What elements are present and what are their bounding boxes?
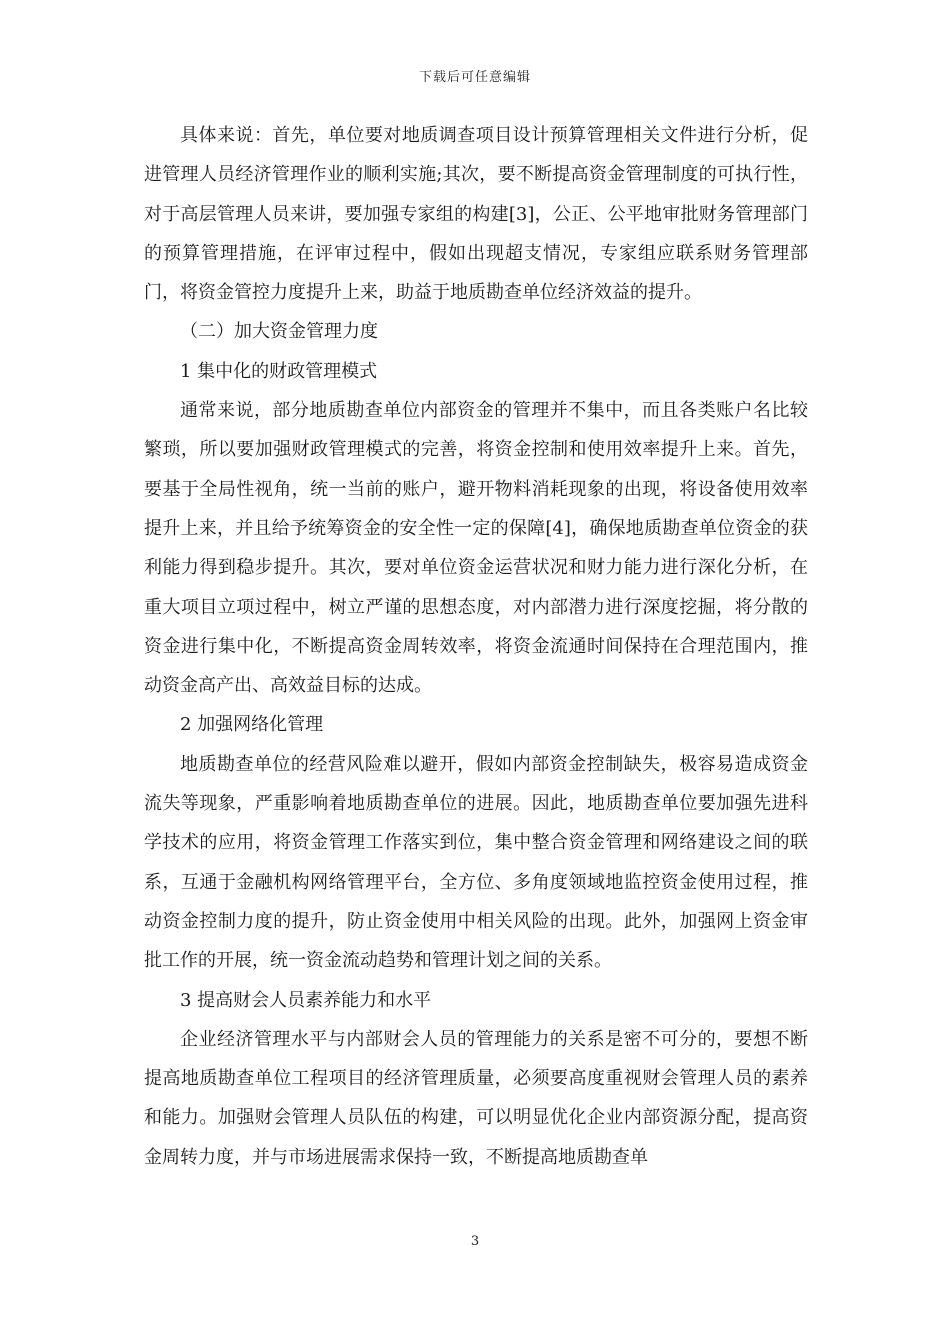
page-number: 3 [470, 1234, 480, 1249]
subheading-centralized-finance: 1 集中化的财政管理模式 [180, 360, 378, 382]
subheading-accounting-staff: 3 提高财会人员素养能力和水平 [180, 989, 432, 1011]
paragraph-budget-management: 具体来说：首先，单位要对地质调查项目设计预算管理相关文件进行分析，促进管理人员经济管理作业的顺利实施;其次，要不断提高资金管理制度的可执行性，对于高层管理人员来讲，要加强专家组的构建[3]，公正、公平地审批财务管理部门的预算管理措施，在评审过程中，假如出现超支情况，专家组应联系财务管理部门，将资金管控力度提升上来，助益于地质勘查单位经济效益的提升。 [144, 125, 808, 304]
paragraph-network-management: 地质勘查单位的经营风险难以避开，假如内部资金控制缺失，极容易造成资金流失等现象，严重影响着地质勘查单位的进展。因此，地质勘查单位要加强先进科学技术的应用，将资金管理工作落实到位，集中整合资金管理和网络建设之间的联系，互通于金融机构网络管理平台，全方位、多角度领域地监控资金使用过程，推动资金控制力度的提升，防止资金使用中相关风险的出现。此外，加强网上资金审批工作的开展，统一资金流动趋势和管理计划之间的关系。 [144, 753, 808, 972]
page-header: 下载后可任意编辑 [418, 70, 531, 85]
section-heading-fund-management: （二）加大资金管理力度 [180, 321, 378, 343]
paragraph-accounting-staff: 企业经济管理水平与内部财会人员的管理能力的关系是密不可分的，要想不断提高地质勘查单位工程项目的经济管理质量，必须要高度重视财会管理人员的素养和能力。加强财会管理人员队伍的构建，可以明显优化企业内部资源分配，提高资金周转力度，并与市场进展需求保持一致，不断提高地质勘查单 [144, 1028, 808, 1168]
subheading-network-management: 2 加强网络化管理 [180, 714, 324, 736]
paragraph-centralized-finance: 通常来说，部分地质勘查单位内部资金的管理并不集中，而且各类账户名比较繁琐，所以要加强财政管理模式的完善，将资金控制和使用效率提升上来。首先，要基于全局性视角，统一当前的账户，避开物料消耗现象的出现，将设备使用效率提升上来，并且给予统筹资金的安全性一定的保障[4]，确保地质勘查单位资金的获利能力得到稳步提升。其次，要对单位资金运营状况和财力能力进行深化分析，在重大项目立项过程中，树立严谨的思想态度，对内部潜力进行深度挖掘，将分散的资金进行集中化，不断提高资金周转效率，将资金流通时间保持在合理范围内，推动资金高产出、高效益目标的达成。 [144, 400, 808, 697]
document-body [144, 116, 808, 1177]
